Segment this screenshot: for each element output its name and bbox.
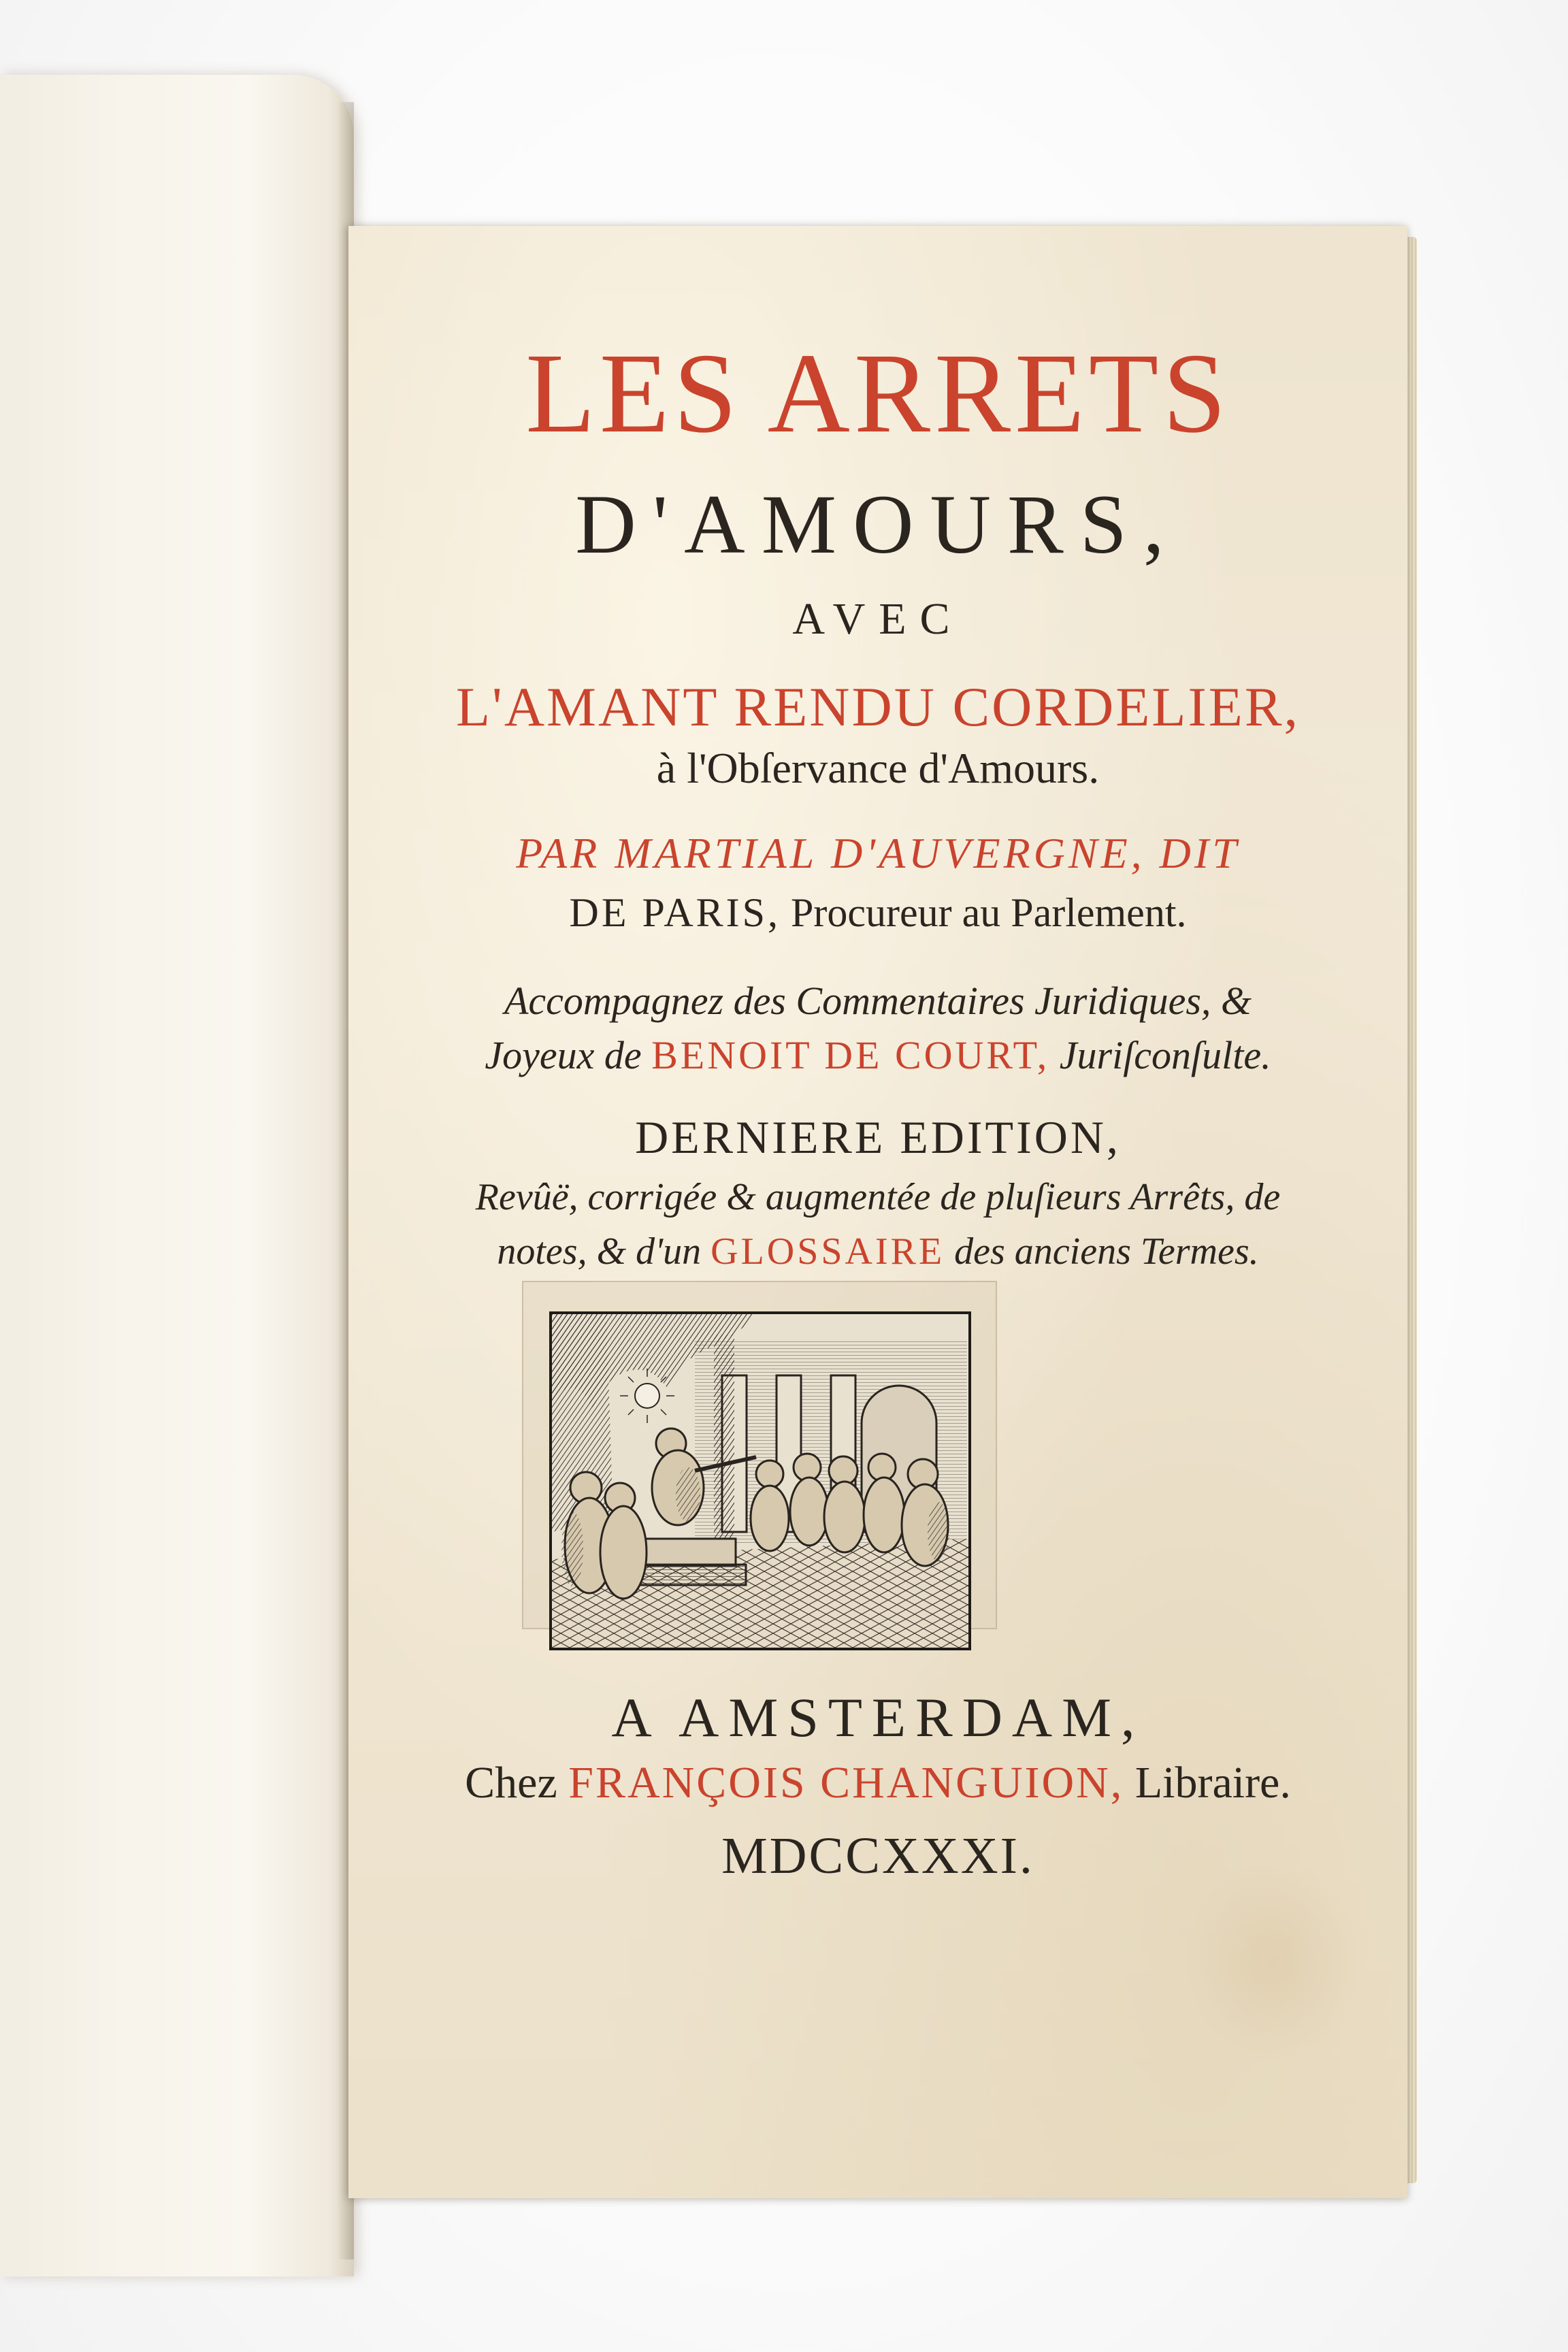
title-page <box>348 226 1407 2198</box>
paper-foxing <box>1186 1859 1362 2063</box>
engraved-vignette-cherubs-icon <box>549 1311 971 1650</box>
revision-line-2-b: des anciens Termes. <box>945 1230 1259 1273</box>
title-line-1: LES ARRETS <box>525 330 1230 457</box>
avec-line: AVEC <box>792 594 964 644</box>
publisher-prefix: Chez <box>465 1758 569 1808</box>
title-line-2: D'AMOURS, <box>575 478 1181 571</box>
revision-line-2-a: notes, & d'un <box>497 1230 711 1273</box>
subtitle-2: à l'Obſervance d'Amours. <box>656 744 1100 792</box>
commentary-line-2-b: Juriſconſulte. <box>1049 1033 1271 1077</box>
imprint-place: A AMSTERDAM, <box>611 1686 1145 1748</box>
commentary-line-2 <box>348 1032 1407 1078</box>
edition-line: DERNIERE EDITION, <box>635 1111 1121 1163</box>
publisher-name: FRANÇOIS CHANGUION, <box>568 1758 1124 1808</box>
commentary-line-1: Accompagnez des Commentaires Juridiques, & <box>504 979 1252 1023</box>
subtitle: L'AMANT RENDU CORDELIER, <box>455 676 1301 738</box>
imprint-publisher <box>348 1757 1407 1809</box>
imprint-year: MDCCXXXI. <box>721 1827 1034 1884</box>
left-blank-page <box>0 75 354 2276</box>
author-line-1: PAR MARTIAL D'AUVERGNE, DIT <box>516 829 1240 877</box>
revision-line-1: Revûë, corrigée & augmentée de pluſieurs Arrêts, de <box>475 1176 1281 1218</box>
author-line-2-smallcaps: DE PARIS, <box>569 890 781 935</box>
revision-line-2 <box>348 1230 1407 1273</box>
commentator-name: BENOIT DE COURT, <box>651 1033 1050 1077</box>
author-line-2 <box>348 889 1407 936</box>
glossary-word: GLOSSAIRE <box>710 1230 945 1273</box>
author-line-2-rest: Procureur au Parlement. <box>781 890 1187 935</box>
commentary-line-2-a: Joyeux de <box>485 1033 652 1077</box>
publisher-suffix: Libraire. <box>1124 1758 1291 1808</box>
vignette-engraving <box>552 1314 968 1648</box>
